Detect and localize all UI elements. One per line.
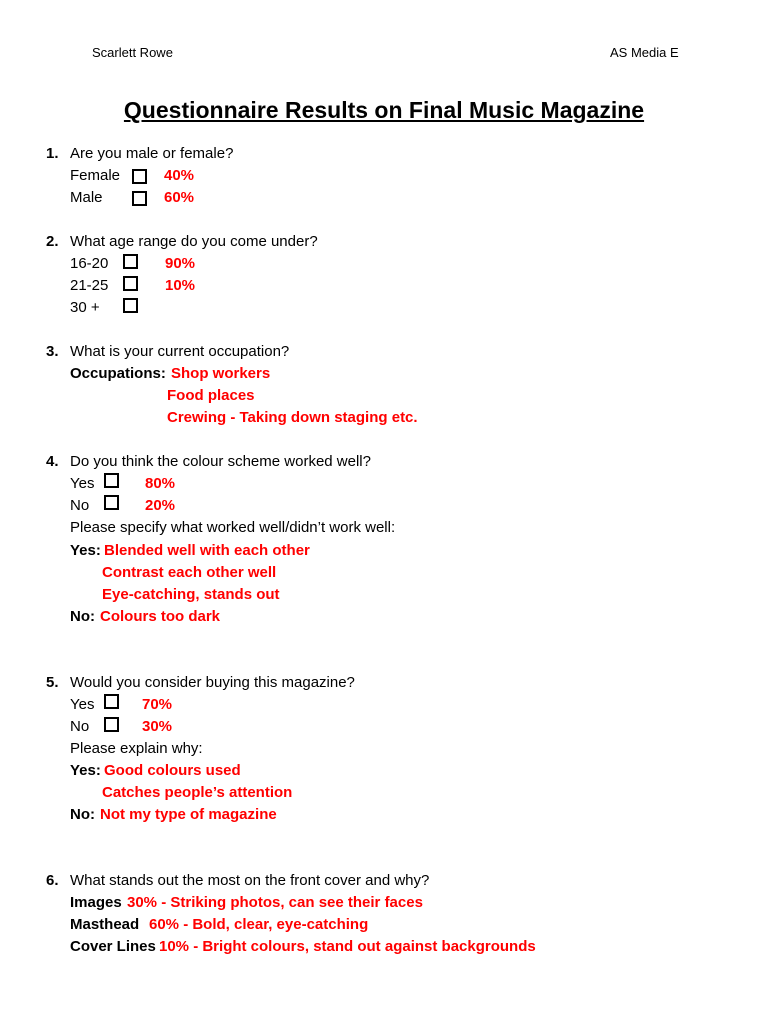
- answer-text: Eye-catching, stands out: [102, 586, 280, 603]
- question-number: 6.: [46, 872, 59, 889]
- option-label: 16-20: [70, 255, 109, 272]
- answer-text: Not my type of magazine: [100, 806, 277, 823]
- question-text: What is your current occupation?: [70, 343, 290, 360]
- answer-text: 10% - Bright colours, stand out against backgrounds: [159, 938, 536, 955]
- answer-text: Catches people’s attention: [102, 784, 293, 801]
- answer-label: Yes:: [70, 762, 101, 779]
- course-label: AS Media E: [610, 45, 679, 60]
- answer-label: Yes:: [70, 542, 101, 559]
- answer-label: Cover Lines: [70, 938, 156, 955]
- checkbox-16-20[interactable]: [123, 254, 138, 269]
- option-label: 21-25: [70, 277, 109, 294]
- question-text: Are you male or female?: [70, 145, 234, 162]
- result-percent: 20%: [145, 497, 176, 514]
- option-label: Yes: [70, 696, 95, 713]
- answer-text: Crewing - Taking down staging etc.: [167, 409, 418, 426]
- question-number: 3.: [46, 343, 59, 360]
- answer-label: No:: [70, 806, 95, 823]
- question-number: 2.: [46, 233, 59, 250]
- checkbox-yes[interactable]: [104, 694, 119, 709]
- question-text: What stands out the most on the front cover and why?: [70, 872, 430, 889]
- checkbox-30-plus[interactable]: [123, 298, 138, 313]
- answer-text: Good colours used: [104, 762, 241, 779]
- option-label: Yes: [70, 475, 95, 492]
- question-number: 1.: [46, 145, 59, 162]
- checkbox-no[interactable]: [104, 717, 119, 732]
- answer-text: Colours too dark: [100, 608, 221, 625]
- prompt-text: Please specify what worked well/didn’t work well:: [70, 519, 396, 536]
- question-text: Would you consider buying this magazine?: [70, 674, 355, 691]
- result-percent: 60%: [164, 189, 195, 206]
- answer-label: Images: [70, 894, 122, 911]
- result-percent: 10%: [165, 277, 196, 294]
- answer-text: 30% - Striking photos, can see their faces: [127, 894, 423, 911]
- checkbox-male[interactable]: [132, 191, 147, 206]
- question-number: 5.: [46, 674, 59, 691]
- option-label: Female: [70, 167, 121, 184]
- answer-text: Blended well with each other: [104, 542, 310, 559]
- result-percent: 90%: [165, 255, 196, 272]
- prompt-text: Please explain why:: [70, 740, 203, 757]
- page-title: Questionnaire Results on Final Music Magazine: [123, 97, 645, 123]
- option-label: Male: [70, 189, 103, 206]
- answer-text: Food places: [167, 387, 255, 404]
- answer-text: 60% - Bold, clear, eye-catching: [149, 916, 369, 933]
- checkbox-female[interactable]: [132, 169, 147, 184]
- checkbox-yes[interactable]: [104, 473, 119, 488]
- result-percent: 80%: [145, 475, 176, 492]
- author-name: Scarlett Rowe: [92, 45, 173, 60]
- checkbox-no[interactable]: [104, 495, 119, 510]
- question-text: Do you think the colour scheme worked well?: [70, 453, 371, 470]
- question-number: 4.: [46, 453, 59, 470]
- answer-label: Occupations:: [70, 365, 166, 382]
- question-text: What age range do you come under?: [70, 233, 318, 250]
- answer-label: No:: [70, 608, 95, 625]
- answer-text: Shop workers: [171, 365, 271, 382]
- answer-text: Contrast each other well: [102, 564, 277, 581]
- option-label: No: [70, 718, 90, 735]
- checkbox-21-25[interactable]: [123, 276, 138, 291]
- option-label: 30 +: [70, 299, 100, 316]
- answer-label: Masthead: [70, 916, 140, 933]
- result-percent: 30%: [142, 718, 173, 735]
- result-percent: 40%: [164, 167, 195, 184]
- result-percent: 70%: [142, 696, 173, 713]
- option-label: No: [70, 497, 90, 514]
